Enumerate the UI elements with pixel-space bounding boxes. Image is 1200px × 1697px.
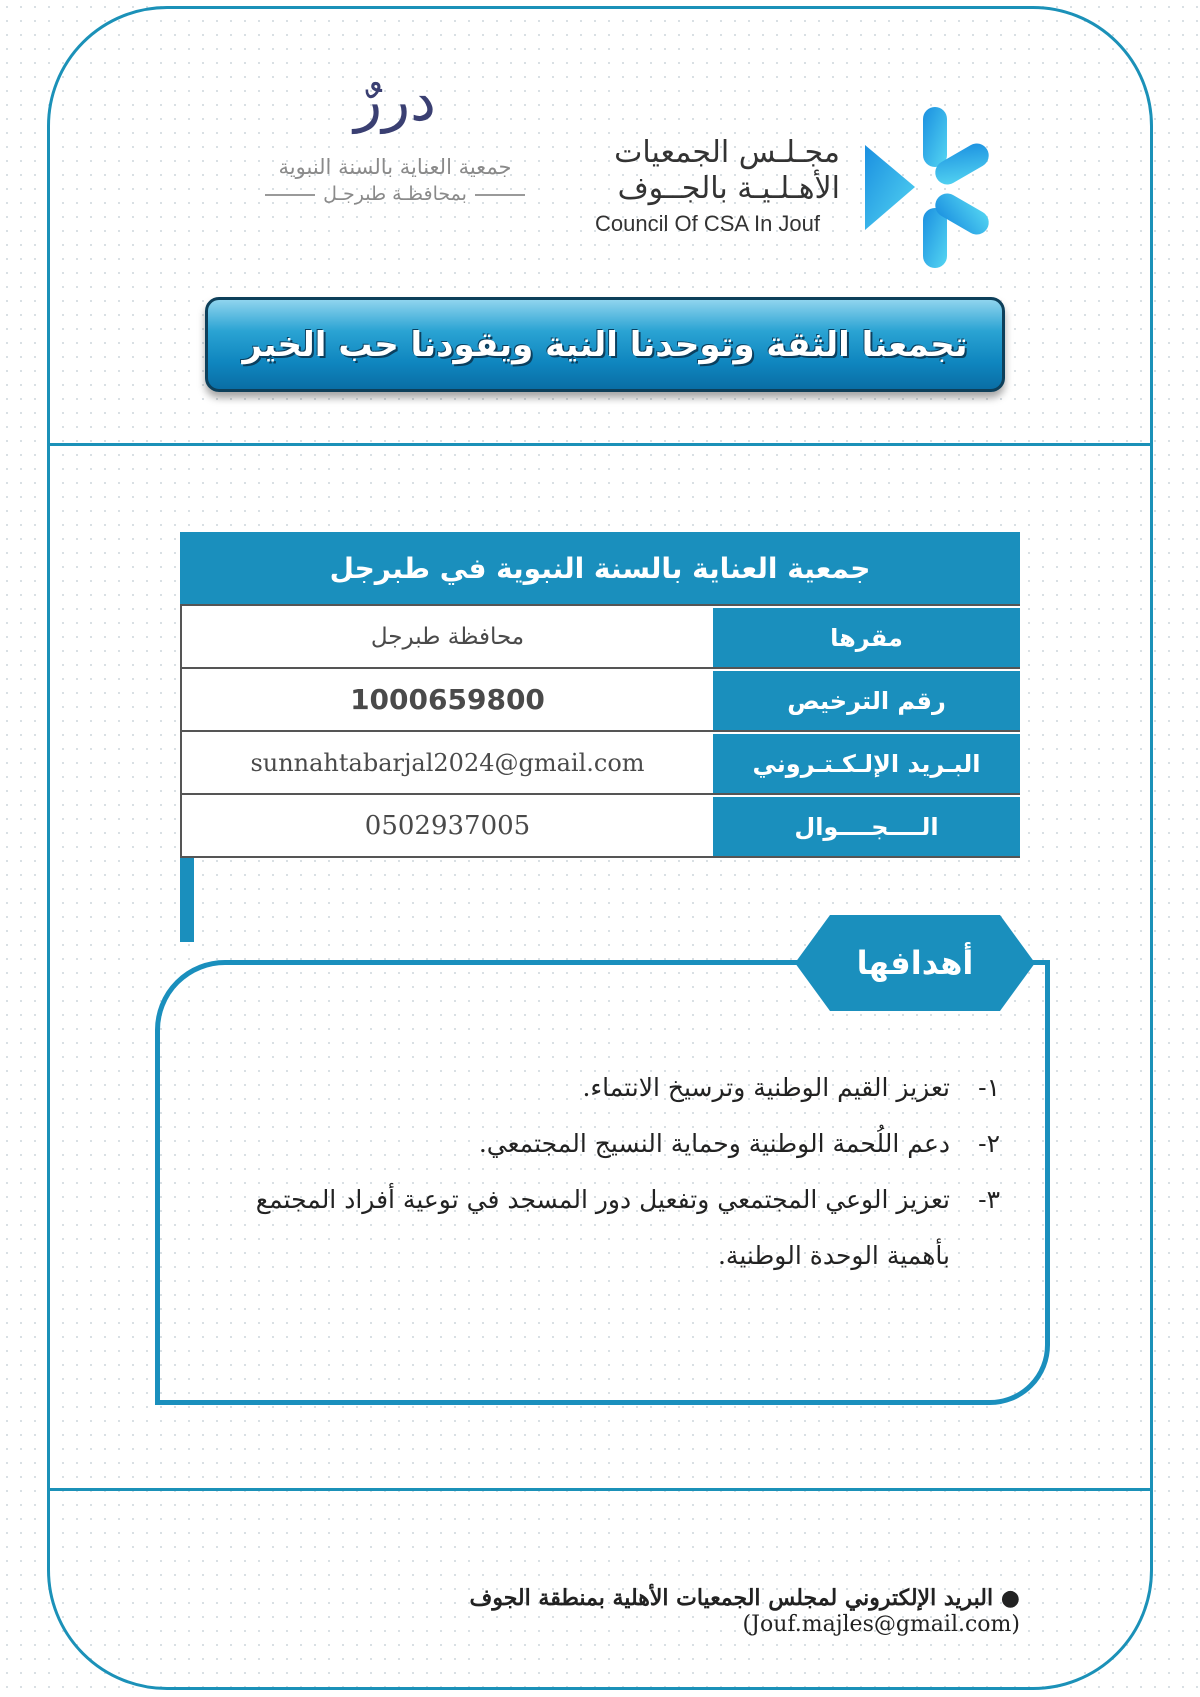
list-item: ٣- تعزيز الوعي المجتمعي وتفعيل دور المسجد في توعية أفراد المجتمع بأهمية الوحدة الوطنية. (255, 1185, 1000, 1270)
council-star-icon (860, 105, 1010, 270)
table-row (180, 795, 1020, 858)
email-label: البـريد الإلـكـتـروني (713, 732, 1020, 793)
council-name-en: Council Of CSA In Jouf (595, 211, 820, 236)
council-name-ar-2: الأهـلـيـة بالجــوف (617, 171, 840, 206)
council-logo (595, 105, 1015, 275)
footer-contact (200, 1585, 1020, 1637)
slogan-text: تجمعنا الثقة وتوحدنا النية ويقودنا حب الخير (242, 324, 968, 365)
table-row (180, 604, 1020, 669)
goals-tab (795, 915, 1035, 1011)
goals-title: أهدافها (856, 944, 974, 982)
table-row (180, 669, 1020, 732)
footer-bullet: ● (1000, 1585, 1020, 1611)
headquarters-label: مقرها (713, 606, 1020, 667)
goals-list (220, 1060, 1000, 1284)
association-logo (225, 45, 565, 255)
license-label: رقم الترخيص (713, 669, 1020, 730)
footer-text: البريد الإلكتروني لمجلس الجمعيات الأهلية بمنطقة الجوف (469, 1585, 994, 1611)
association-mark: دررٌ (354, 66, 436, 134)
footer-email[interactable]: (Jouf.majles@gmail.com) (742, 1612, 1020, 1637)
info-table (180, 532, 1020, 858)
table-row (180, 732, 1020, 795)
footer-divider (48, 1488, 1152, 1491)
license-value: 1000659800 (180, 669, 713, 730)
council-name-ar-1: مجـلـس الجمعيات (614, 135, 840, 170)
table-title: جمعية العناية بالسنة النبوية في طبرجل (180, 532, 1020, 604)
email-value[interactable]: sunnahtabarjal2024@gmail.com (180, 732, 713, 793)
association-location: بمحافظـة طبرجـل (225, 183, 565, 205)
slogan-banner (205, 297, 1005, 392)
list-item: ١- تعزيز القيم الوطنية وترسيخ الانتماء. (582, 1073, 1000, 1102)
association-name: جمعية العناية بالسنة النبوية (278, 155, 512, 179)
headquarters-value: محافظة طبرجل (180, 606, 713, 667)
mobile-value[interactable]: 0502937005 (180, 795, 713, 856)
header-divider (48, 443, 1152, 446)
mobile-label: الــــجــــوال (713, 795, 1020, 856)
list-item: ٢- دعم اللُحمة الوطنية وحماية النسيج المجتمعي. (478, 1129, 1000, 1158)
